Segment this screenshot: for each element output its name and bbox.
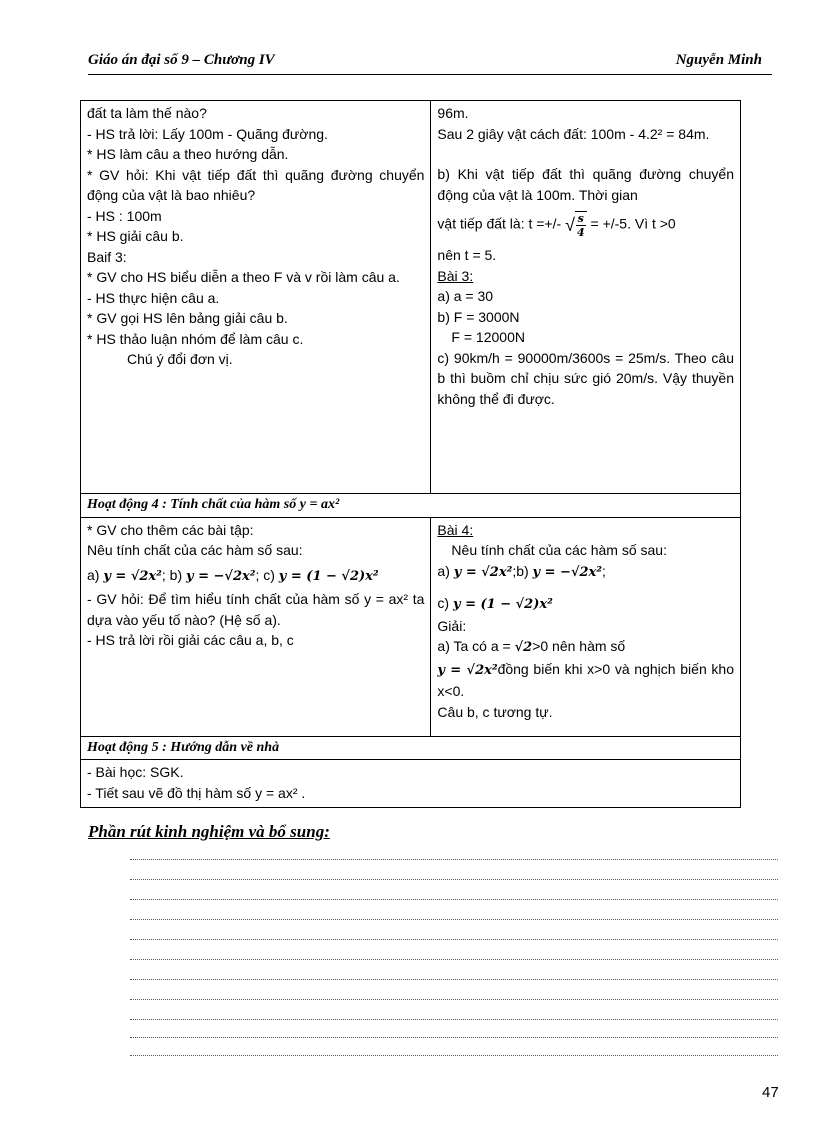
exercise-heading: Bài 4: <box>437 521 474 538</box>
spacer <box>437 144 734 164</box>
text-fragment: a) <box>437 562 450 579</box>
text-line: * GV gọi HS lên bảng giải câu b. <box>87 310 288 326</box>
dotted-line <box>130 858 778 860</box>
section-heading-hd4: Hoạt động 4 : Tính chất của hàm số y = ax² <box>81 494 741 518</box>
formula: y = −√2x² <box>186 568 256 584</box>
radical-sign: √ <box>565 214 575 235</box>
text-fragment: vật tiếp đất là: t =+/- <box>437 215 562 232</box>
page-number: 47 <box>762 1084 779 1101</box>
dotted-line <box>130 1018 778 1020</box>
fraction-numerator: s <box>577 212 584 225</box>
formula-line <box>437 659 734 702</box>
content-cell <box>431 517 741 736</box>
text-line: - HS trả lời: Lấy 100m - Quãng đường. <box>87 125 328 142</box>
list-item: - Tiết sau vẽ đồ thị hàm số y = ax² . <box>87 784 306 801</box>
teacher-activity-cell <box>81 101 431 494</box>
table-row <box>81 494 741 518</box>
formula-line <box>87 565 424 588</box>
text-fragment: ; b) <box>161 566 183 583</box>
dotted-line <box>130 918 778 920</box>
dotted-line <box>130 898 778 900</box>
table-row <box>81 517 741 736</box>
text-fragment: >0 nên hàm số <box>532 638 626 654</box>
dotted-line <box>130 1054 778 1056</box>
formula: y = √2x² <box>103 568 162 584</box>
exercise-heading: Bài 3: <box>437 267 474 284</box>
page-header <box>88 52 772 75</box>
header-title: Giáo án đại số 9 – Chương IV <box>88 52 275 68</box>
dotted-line <box>130 938 778 940</box>
text-fragment: ;b) <box>512 562 529 579</box>
dotted-line <box>130 958 778 960</box>
table-row <box>81 760 741 808</box>
formula: y = √2x² <box>453 564 513 580</box>
text-fragment: ; c) <box>255 566 275 583</box>
text-line: * GV cho thêm các bài tập: <box>87 521 254 538</box>
formula-line <box>437 636 734 659</box>
fraction <box>575 211 587 239</box>
teacher-activity-cell <box>81 517 431 736</box>
dotted-line <box>130 978 778 980</box>
formula: y = (1 − √2)x² <box>452 597 553 612</box>
text-line: b) Khi vật tiếp đất thì quãng đường chuyển động của vật là 100m. Thời gian <box>437 166 734 203</box>
text-line: Giải: <box>437 617 467 634</box>
list-item: - Bài học: SGK. <box>87 764 184 780</box>
formula: y = (1 − √2)x² <box>278 568 379 584</box>
text-line: - HS thực hiện câu a. <box>87 289 220 306</box>
text-fragment: = +/-5. Vì t >0 <box>590 215 676 232</box>
dotted-line <box>130 878 778 880</box>
text-line: * GV hỏi: Khi vật tiếp đất thì quãng đường chuyển động của vật là bao nhiêu? <box>87 166 425 203</box>
formula: y = √2x² <box>437 662 498 678</box>
formula-line <box>437 561 734 584</box>
text-line: c) 90km/h = 90000m/3600s = 25m/s. Theo câu b thì buồm chỉ chịu sức gió 20m/s. Vậy thuyền không thể đi được. <box>437 349 734 407</box>
text-line: * HS giải câu b. <box>87 228 184 244</box>
sqrt-fraction <box>565 211 587 239</box>
content-cell <box>431 101 741 494</box>
homework-cell <box>81 760 741 808</box>
text-line: Sau 2 giây vật cách đất: 100m - 4.2² = 84m. <box>437 125 710 142</box>
dotted-line <box>130 1036 778 1038</box>
fraction-denominator: 4 <box>576 226 585 239</box>
text-line: * HS làm câu a theo hướng dẫn. <box>87 146 289 162</box>
text-line: F = 12000N <box>451 329 525 345</box>
table-row <box>81 736 741 760</box>
text-line: Nêu tính chất của các hàm số sau: <box>87 542 303 558</box>
text-line: - GV hỏi: Để tìm hiểu tính chất của hàm số y = ax² ta dựa vào yếu tố nào? (Hệ số a). <box>87 591 425 628</box>
dotted-line <box>130 998 778 1000</box>
text-line: 96m. <box>437 105 469 121</box>
notes-title: Phần rút kinh nghiệm và bổ sung: <box>88 822 330 841</box>
text-line: Nêu tính chất của các hàm số sau: <box>451 542 667 558</box>
text-fragment: ; <box>601 562 606 579</box>
text-line: a) a = 30 <box>437 288 494 304</box>
lesson-table <box>80 100 741 808</box>
text-line: nên t = 5. <box>437 247 497 263</box>
text-fragment: c) <box>437 595 450 611</box>
section-heading-hd5: Hoạt động 5 : Hướng dẫn về nhà <box>81 736 741 760</box>
text-line: b) F = 3000N <box>437 308 520 325</box>
text-line: Câu b, c tương tự. <box>437 703 553 720</box>
text-line: - HS : 100m <box>87 207 162 224</box>
text-line: đất ta làm thế nào? <box>87 105 207 121</box>
text-fragment: a) <box>87 566 100 583</box>
text-line: Chú ý đổi đơn vị. <box>127 351 233 367</box>
header-author: Nguyễn Minh <box>675 52 762 68</box>
text-line: - HS trả lời rồi giải các câu a, b, c <box>87 632 294 648</box>
formula: √2 <box>514 640 533 655</box>
table-row <box>81 101 741 494</box>
formula-line <box>437 211 734 239</box>
text-fragment: a) Ta có a = <box>437 638 511 654</box>
formula: y = −√2x² <box>532 564 602 580</box>
formula-line <box>437 593 734 616</box>
text-line: Baif 3: <box>87 248 127 265</box>
text-line: * GV cho HS biểu diễn a theo F và v rồi làm câu a. <box>87 269 400 285</box>
text-fragment: đồng biến khi x>0 và nghịch biến kho x<0. <box>437 660 734 699</box>
text-line: * HS thảo luận nhóm để làm câu c. <box>87 330 304 347</box>
